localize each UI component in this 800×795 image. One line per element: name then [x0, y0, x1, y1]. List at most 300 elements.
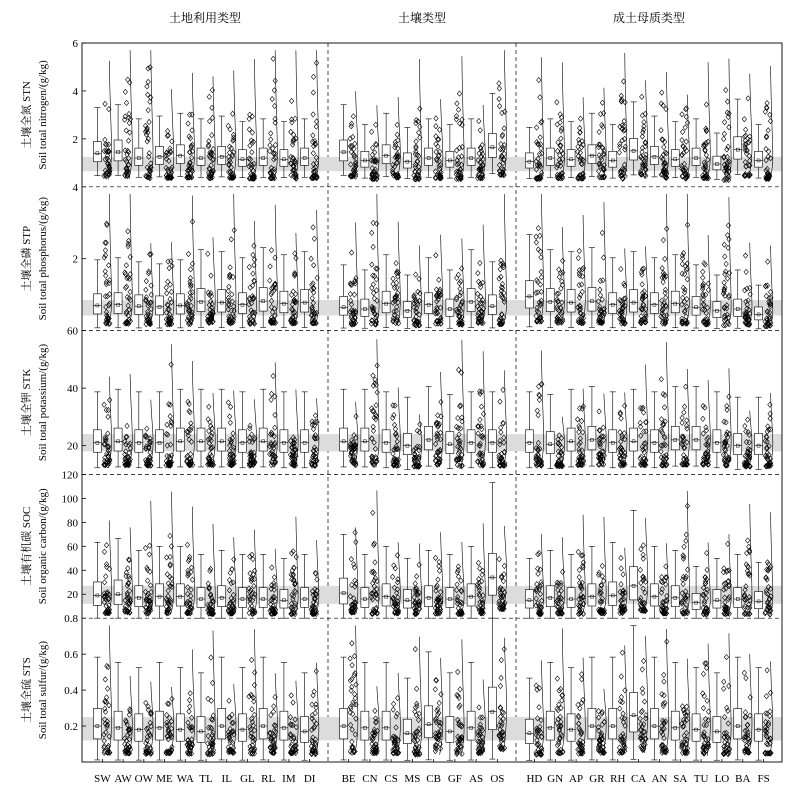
data-point — [661, 238, 665, 243]
data-point — [538, 135, 542, 140]
data-point — [680, 420, 684, 425]
data-point — [147, 119, 151, 124]
data-point — [232, 557, 236, 562]
data-point — [534, 240, 538, 245]
data-point — [622, 403, 626, 408]
data-point — [684, 418, 688, 423]
data-point — [311, 133, 315, 138]
panel-stk — [19, 326, 782, 470]
data-point — [743, 423, 747, 428]
box-tl — [197, 524, 216, 618]
data-point — [146, 271, 150, 276]
data-point — [145, 426, 149, 431]
box-di — [301, 392, 320, 468]
iqr-box — [176, 428, 184, 451]
panel-stp — [19, 182, 782, 329]
data-point — [414, 574, 418, 579]
iqr-box — [197, 289, 205, 312]
box-gn — [546, 395, 565, 469]
y-axis-label-en: Soil total phosphorus/(g/kg) — [37, 196, 49, 321]
box-ow — [135, 392, 153, 468]
data-point — [479, 404, 483, 409]
iqr-box — [218, 428, 226, 451]
data-point — [370, 230, 374, 235]
data-point — [439, 399, 443, 404]
data-point — [534, 125, 538, 130]
box-gl — [238, 530, 257, 618]
data-point — [169, 289, 173, 294]
data-point — [680, 415, 684, 420]
data-point — [659, 377, 663, 382]
group-title: 土壤类型 — [397, 11, 447, 25]
data-point — [418, 106, 422, 111]
box-ms — [403, 245, 422, 328]
panel-soc — [19, 469, 782, 618]
data-point — [456, 415, 460, 420]
data-point — [143, 545, 147, 550]
data-point — [497, 86, 501, 91]
box-hd — [525, 534, 544, 618]
data-point — [144, 279, 148, 284]
data-point — [538, 282, 542, 287]
box-os — [488, 370, 507, 468]
data-point — [539, 269, 543, 274]
group-title: 土地利用类型 — [168, 11, 242, 25]
data-point — [207, 139, 211, 144]
y-tick-label: 6 — [72, 38, 78, 50]
data-point — [371, 244, 375, 249]
data-point — [145, 139, 149, 144]
data-point — [392, 422, 396, 427]
data-point — [577, 248, 581, 253]
iqr-box — [259, 428, 267, 451]
y-tick-label: 2 — [72, 253, 78, 266]
box-cs — [382, 387, 401, 468]
data-point — [497, 557, 501, 562]
data-point — [271, 373, 275, 378]
data-point — [538, 95, 542, 100]
data-point — [311, 263, 315, 268]
data-point — [663, 256, 667, 261]
data-point — [390, 574, 394, 579]
data-point — [269, 248, 273, 253]
iqr-box — [114, 580, 122, 605]
box-im — [280, 390, 298, 469]
box-ms — [403, 397, 422, 469]
box-sw — [93, 376, 112, 467]
data-point — [128, 80, 132, 85]
data-point — [289, 551, 293, 556]
box-be — [340, 527, 359, 618]
data-point — [576, 149, 580, 154]
data-point — [454, 114, 458, 119]
iqr-box — [340, 578, 348, 604]
y-tick-label: 80 — [67, 517, 78, 530]
data-point — [291, 289, 295, 294]
data-point — [436, 577, 440, 582]
data-point — [248, 143, 252, 148]
box-cs — [382, 542, 401, 618]
data-point — [459, 578, 463, 583]
data-point — [391, 276, 395, 281]
y-axis-label-cn: 土壤全磷 STP — [21, 225, 33, 292]
data-point — [617, 150, 621, 155]
data-point — [558, 120, 562, 125]
data-point — [106, 263, 110, 268]
data-point — [168, 533, 172, 538]
data-point — [371, 282, 375, 287]
density-curve — [728, 368, 731, 467]
data-point — [682, 404, 686, 409]
iqr-box — [588, 426, 596, 450]
y-tick-label: 20 — [67, 589, 78, 602]
data-point — [354, 414, 358, 419]
data-point — [251, 271, 255, 276]
data-point — [144, 287, 148, 292]
data-point — [437, 568, 441, 573]
data-point — [414, 139, 418, 144]
data-point — [502, 126, 506, 131]
data-point — [289, 98, 293, 103]
data-point — [659, 128, 663, 133]
iqr-box — [467, 289, 475, 312]
data-point — [663, 295, 667, 300]
data-point — [226, 400, 230, 405]
data-point — [680, 137, 684, 142]
box-ap — [567, 389, 586, 468]
data-point — [559, 286, 563, 291]
box-tl — [197, 389, 216, 467]
data-point — [417, 562, 421, 567]
data-point — [639, 547, 643, 552]
data-point — [226, 123, 230, 128]
data-point — [227, 414, 231, 419]
iqr-box — [446, 151, 454, 167]
box-tu — [692, 380, 711, 467]
data-point — [353, 530, 357, 535]
data-point — [185, 542, 189, 547]
data-point — [370, 285, 374, 290]
data-point — [502, 563, 506, 568]
data-point — [640, 94, 644, 99]
data-point — [230, 567, 234, 572]
data-point — [701, 416, 705, 421]
data-point — [724, 261, 728, 266]
data-point — [457, 91, 461, 96]
iqr-box — [425, 426, 433, 450]
data-point — [497, 81, 501, 86]
data-point — [580, 289, 584, 294]
data-point — [766, 128, 770, 133]
data-point — [228, 404, 232, 409]
data-point — [619, 555, 623, 560]
data-point — [126, 138, 130, 143]
data-point — [128, 289, 132, 294]
iqr-box — [630, 567, 638, 600]
data-point — [311, 151, 315, 156]
data-point — [269, 397, 273, 402]
data-point — [311, 112, 315, 117]
data-point — [726, 223, 730, 228]
y-tick-label: 60 — [67, 325, 78, 338]
data-point — [103, 101, 107, 106]
iqr-box — [488, 553, 496, 595]
data-point — [414, 149, 418, 154]
data-point — [145, 84, 149, 89]
data-point — [536, 226, 540, 231]
data-point — [701, 269, 705, 274]
data-point — [229, 237, 233, 242]
box-fs — [755, 246, 774, 329]
data-point — [272, 575, 276, 580]
box-cb — [425, 372, 444, 467]
data-point — [206, 251, 210, 256]
data-point — [601, 425, 605, 430]
data-point — [124, 263, 128, 268]
data-point — [477, 118, 481, 123]
box-rh — [609, 392, 628, 468]
data-point — [536, 413, 540, 418]
data-point — [145, 578, 149, 583]
iqr-box — [630, 428, 638, 451]
data-point — [128, 254, 132, 259]
data-point — [499, 258, 503, 263]
data-point — [370, 145, 374, 150]
data-point — [294, 256, 298, 261]
density-curve — [397, 387, 400, 467]
y-tick-label: 60 — [67, 541, 78, 554]
data-point — [478, 260, 482, 265]
data-point — [497, 96, 501, 101]
box-sa — [671, 369, 689, 467]
data-point — [293, 116, 297, 121]
data-point — [309, 256, 313, 261]
data-point — [437, 127, 441, 132]
data-point — [168, 282, 172, 287]
data-point — [413, 272, 417, 277]
data-point — [743, 253, 747, 258]
box-ms — [403, 544, 422, 619]
data-point — [764, 146, 768, 151]
data-point — [395, 132, 399, 137]
data-point — [370, 262, 374, 267]
box-ba — [734, 397, 753, 469]
iqr-box — [609, 582, 617, 605]
box-wa — [176, 361, 195, 468]
y-tick-label: 20 — [67, 440, 78, 453]
box-aw — [114, 374, 133, 468]
data-point — [557, 267, 561, 272]
data-point — [476, 560, 480, 565]
data-point — [577, 575, 581, 580]
data-point — [560, 569, 564, 574]
group-title: 成土母质类型 — [612, 11, 686, 25]
data-point — [270, 565, 274, 570]
data-point — [348, 291, 352, 296]
data-point — [250, 150, 254, 155]
data-point — [373, 560, 377, 565]
box-aw — [114, 527, 133, 618]
data-point — [147, 543, 151, 548]
data-point — [123, 89, 127, 94]
data-point — [228, 570, 232, 575]
data-point — [745, 417, 749, 422]
data-point — [621, 572, 625, 577]
iqr-box — [93, 582, 101, 605]
data-point — [207, 94, 211, 99]
y-axis-label-en: Soil organic carbon/(g/kg) — [37, 488, 49, 605]
data-point — [394, 261, 398, 266]
data-point — [310, 296, 314, 301]
data-point — [104, 273, 108, 278]
data-point — [662, 405, 666, 410]
data-point — [126, 229, 130, 234]
data-point — [102, 402, 106, 407]
data-point — [147, 552, 151, 557]
data-point — [210, 133, 214, 138]
data-point — [165, 422, 169, 427]
iqr-box — [609, 151, 617, 167]
data-point — [459, 266, 463, 271]
data-point — [684, 384, 688, 389]
data-point — [289, 292, 293, 297]
data-point — [457, 281, 461, 286]
data-point — [683, 107, 687, 112]
data-point — [685, 120, 689, 125]
data-point — [577, 295, 581, 300]
data-point — [536, 571, 540, 576]
data-point — [723, 272, 727, 277]
data-point — [727, 394, 731, 399]
data-point — [723, 269, 727, 274]
data-point — [766, 149, 770, 154]
iqr-box — [671, 426, 679, 450]
data-point — [576, 255, 580, 260]
data-point — [725, 276, 729, 281]
data-point — [146, 108, 150, 113]
box-cb — [425, 532, 443, 618]
data-point — [579, 418, 583, 423]
data-point — [575, 417, 579, 422]
y-axis-label-cn: 土壤全氮 STN — [21, 81, 33, 149]
data-point — [146, 79, 150, 84]
data-point — [147, 269, 151, 274]
box-rl — [259, 549, 278, 618]
data-point — [434, 253, 438, 258]
data-point — [722, 242, 726, 247]
iqr-box — [755, 307, 763, 320]
data-point — [478, 128, 482, 133]
data-point — [641, 127, 645, 132]
data-point — [349, 250, 353, 255]
data-point — [538, 233, 542, 238]
data-point — [127, 111, 131, 116]
data-point — [642, 289, 646, 294]
y-tick-label: 40 — [67, 565, 78, 578]
data-point — [352, 292, 356, 297]
data-point — [722, 280, 726, 285]
data-point — [680, 129, 684, 134]
data-point — [165, 572, 169, 577]
data-point — [271, 56, 275, 61]
box-gf — [446, 542, 465, 618]
iqr-box — [114, 428, 122, 451]
iqr-box — [525, 153, 533, 168]
data-point — [722, 136, 726, 141]
data-point — [369, 129, 373, 134]
data-point — [765, 259, 769, 264]
data-point — [207, 404, 211, 409]
data-point — [456, 272, 460, 277]
box-rh — [609, 542, 627, 618]
data-point — [535, 408, 539, 413]
data-point — [374, 277, 378, 282]
data-point — [744, 269, 748, 274]
data-point — [186, 121, 190, 126]
data-point — [559, 136, 563, 141]
y-tick-label: 40 — [67, 383, 78, 396]
y-axis-label-cn: 土壤全钾 STK — [21, 368, 33, 437]
data-point — [597, 409, 601, 414]
data-point — [434, 124, 438, 129]
data-point — [497, 104, 501, 109]
density-curve — [274, 362, 277, 467]
iqr-box — [525, 281, 533, 308]
data-point — [498, 399, 502, 404]
data-point — [724, 88, 728, 93]
data-point — [168, 414, 172, 419]
data-point — [312, 236, 316, 241]
data-point — [746, 96, 750, 101]
box-rl — [259, 362, 278, 467]
data-point — [104, 574, 108, 579]
y-tick-label: 4 — [72, 181, 78, 194]
data-point — [722, 131, 726, 136]
data-point — [374, 403, 378, 408]
data-point — [228, 127, 232, 132]
data-point — [684, 139, 688, 144]
data-point — [228, 265, 232, 270]
iqr-box — [692, 426, 700, 450]
box-ca — [630, 365, 649, 468]
box-gl — [238, 392, 257, 468]
data-point — [638, 567, 642, 572]
data-point — [660, 266, 664, 271]
data-point — [454, 117, 458, 122]
data-point — [188, 276, 192, 281]
data-point — [294, 554, 298, 559]
data-point — [210, 87, 214, 92]
data-point — [230, 567, 234, 572]
data-point — [104, 543, 108, 548]
data-point — [555, 122, 559, 127]
iqr-box — [197, 428, 205, 451]
density-curve — [503, 370, 506, 467]
data-point — [539, 255, 543, 260]
data-point — [578, 116, 582, 121]
data-point — [269, 137, 273, 142]
data-point — [723, 254, 727, 259]
panel-stn — [19, 38, 782, 183]
data-point — [578, 292, 582, 297]
y-tick-label: 120 — [61, 469, 78, 482]
data-point — [742, 117, 746, 122]
data-point — [311, 74, 315, 79]
data-point — [434, 116, 438, 121]
data-point — [124, 100, 128, 105]
data-point — [396, 138, 400, 143]
iqr-box — [713, 302, 721, 318]
